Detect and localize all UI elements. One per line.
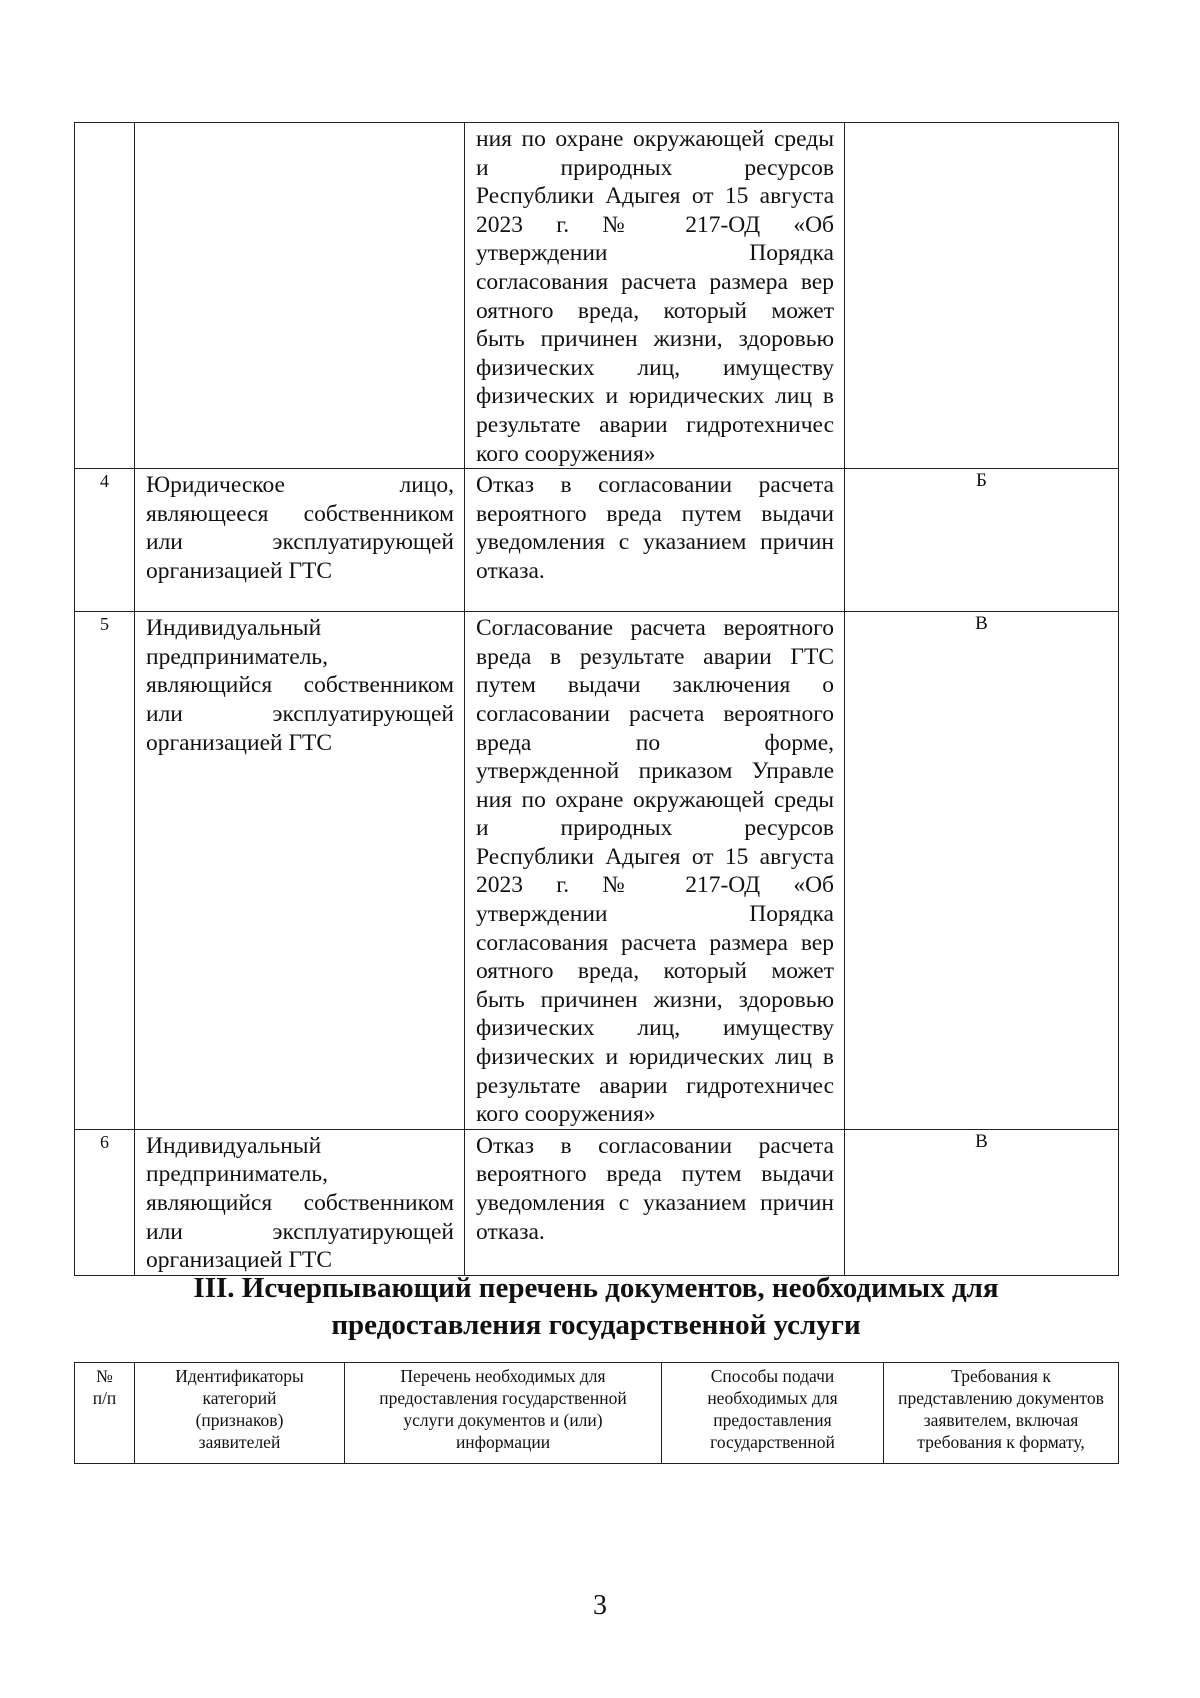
text-line: или эксплуатирующей xyxy=(146,529,454,556)
text-line: п/п xyxy=(92,1388,117,1408)
section-title xyxy=(74,1270,1118,1344)
row-number xyxy=(75,123,135,469)
text-line: необходимых для xyxy=(707,1388,838,1408)
text-line: отказа. xyxy=(476,557,545,584)
applicant-category xyxy=(135,123,465,469)
text-line: отказа. xyxy=(476,1218,545,1245)
header-cell xyxy=(662,1363,884,1464)
text-line: оятного вреда, который может xyxy=(476,958,834,985)
text-line: Отказ в согласовании расчета xyxy=(476,472,834,499)
text-line: Индивидуальный xyxy=(146,615,322,642)
documents-table xyxy=(74,1362,1119,1464)
text-line: (признаков) xyxy=(195,1410,284,1430)
text-line: вероятного вреда путем выдачи xyxy=(476,1161,834,1188)
text-line: вреда в результате аварии ГТС xyxy=(476,643,834,670)
text-line: или эксплуатирующей xyxy=(146,700,454,727)
text-line: требования к формату, xyxy=(917,1432,1085,1452)
table-row xyxy=(75,612,1119,1130)
header-cell xyxy=(135,1363,345,1464)
text-line: организацией ГТС xyxy=(146,729,333,756)
text-line: государственной xyxy=(710,1432,835,1452)
text-line: уведомления с указанием причин xyxy=(476,1190,834,1216)
text-line: информации xyxy=(455,1432,551,1452)
text-line: Республики Адыгея от 15 августа xyxy=(476,183,834,210)
text-line: согласовании расчета вероятного xyxy=(476,700,834,727)
text-line: категорий xyxy=(202,1388,277,1408)
applicant-category xyxy=(135,1129,465,1275)
text-line: быть причинен жизни, здоровью xyxy=(476,326,834,353)
row-number: 6 xyxy=(75,1129,135,1275)
page-number: 3 xyxy=(593,1590,607,1621)
text-line: утверждении Порядка xyxy=(476,901,834,928)
text-line: 2023 г. № 217-ОД «Об xyxy=(476,872,834,899)
text-line: 2023 г. № 217-ОД «Об xyxy=(476,211,834,238)
text-line: утвержденной приказом Управле xyxy=(476,758,834,785)
variant-mark xyxy=(845,123,1119,469)
text-line: и природных ресурсов xyxy=(476,154,834,181)
text-line: физических и юридических лиц в xyxy=(476,1044,834,1071)
text-line: предприниматель, xyxy=(146,643,329,670)
text-line: Способы подачи xyxy=(710,1366,835,1386)
text-line: согласования расчета размера вер xyxy=(476,929,834,956)
table-row xyxy=(75,1129,1119,1275)
text-line: результате аварии гидротехничес xyxy=(476,411,834,438)
variant-mark: В xyxy=(845,612,1119,1130)
service-result xyxy=(465,469,845,612)
text-line: Юридическое лицо, xyxy=(146,472,454,499)
variant-mark: Б xyxy=(845,469,1119,612)
row-number: 4 xyxy=(75,469,135,612)
text-line: предоставления xyxy=(713,1410,832,1430)
applicant-category xyxy=(135,612,465,1130)
text-line: физических и юридических лиц в xyxy=(476,383,834,410)
service-result xyxy=(465,1129,845,1275)
service-result xyxy=(465,612,845,1130)
text-line: утверждении Порядка xyxy=(476,240,834,267)
text-line: заявителей xyxy=(198,1432,281,1452)
text-line: № xyxy=(96,1366,113,1386)
table-row xyxy=(75,469,1119,612)
text-line: являющийся собственником xyxy=(146,672,454,699)
text-line: организацией ГТС xyxy=(146,557,333,584)
text-line: быть причинен жизни, здоровью xyxy=(476,986,834,1013)
applicant-category xyxy=(135,469,465,612)
text-line: кого сооружения» xyxy=(476,440,656,467)
variant-mark: В xyxy=(845,1129,1119,1275)
text-line: ния по охране окружающей среды xyxy=(476,126,834,152)
text-line: являющееся собственником xyxy=(146,500,454,527)
results-table xyxy=(74,122,1119,1276)
text-line: предприниматель, xyxy=(146,1161,329,1188)
text-line: заявителем, включая xyxy=(923,1410,1079,1430)
text-line: предоставления государственной xyxy=(379,1388,627,1408)
text-line: оятного вреда, который может xyxy=(476,297,834,324)
header-cell xyxy=(75,1363,135,1464)
service-result xyxy=(465,123,845,469)
table-header-row xyxy=(75,1363,1119,1464)
text-line: путем выдачи заключения о xyxy=(476,672,834,699)
text-line: Требования к xyxy=(951,1366,1051,1386)
section-title-line-1: III. Исчерпывающий перечень документов, необходимых для xyxy=(193,1272,999,1304)
text-line: являющийся собственником xyxy=(146,1190,454,1216)
section-title-line-2: предоставления государственной услуги xyxy=(331,1309,861,1341)
text-line: и природных ресурсов xyxy=(476,815,834,842)
text-line: результате аварии гидротехничес xyxy=(476,1072,834,1099)
text-line: кого сооружения» xyxy=(476,1101,656,1128)
text-line: физических лиц, имуществу xyxy=(476,354,834,381)
text-line: или эксплуатирующей xyxy=(146,1218,454,1245)
table-row xyxy=(75,123,1119,469)
row-number: 5 xyxy=(75,612,135,1130)
text-line: Перечень необходимых для xyxy=(400,1366,606,1386)
header-cell xyxy=(345,1363,662,1464)
text-line: Индивидуальный xyxy=(146,1132,322,1159)
text-line: вреда по форме, xyxy=(476,729,834,756)
text-line: организацией ГТС xyxy=(146,1247,333,1274)
text-line: Республики Адыгея от 15 августа xyxy=(476,843,834,870)
text-line: ния по охране окружающей среды xyxy=(476,786,834,813)
text-line: Отказ в согласовании расчета xyxy=(476,1132,834,1159)
text-line: услуги документов и (или) xyxy=(403,1410,603,1430)
text-line: Идентификаторы xyxy=(175,1366,304,1386)
text-line: вероятного вреда путем выдачи xyxy=(476,500,834,527)
text-line: согласования расчета размера вер xyxy=(476,268,834,295)
text-line: физических лиц, имуществу xyxy=(476,1015,834,1042)
text-line: Согласование расчета вероятного xyxy=(476,615,834,642)
header-cell xyxy=(884,1363,1119,1464)
text-line: представлению документов xyxy=(898,1388,1104,1408)
text-line: уведомления с указанием причин xyxy=(476,529,834,556)
